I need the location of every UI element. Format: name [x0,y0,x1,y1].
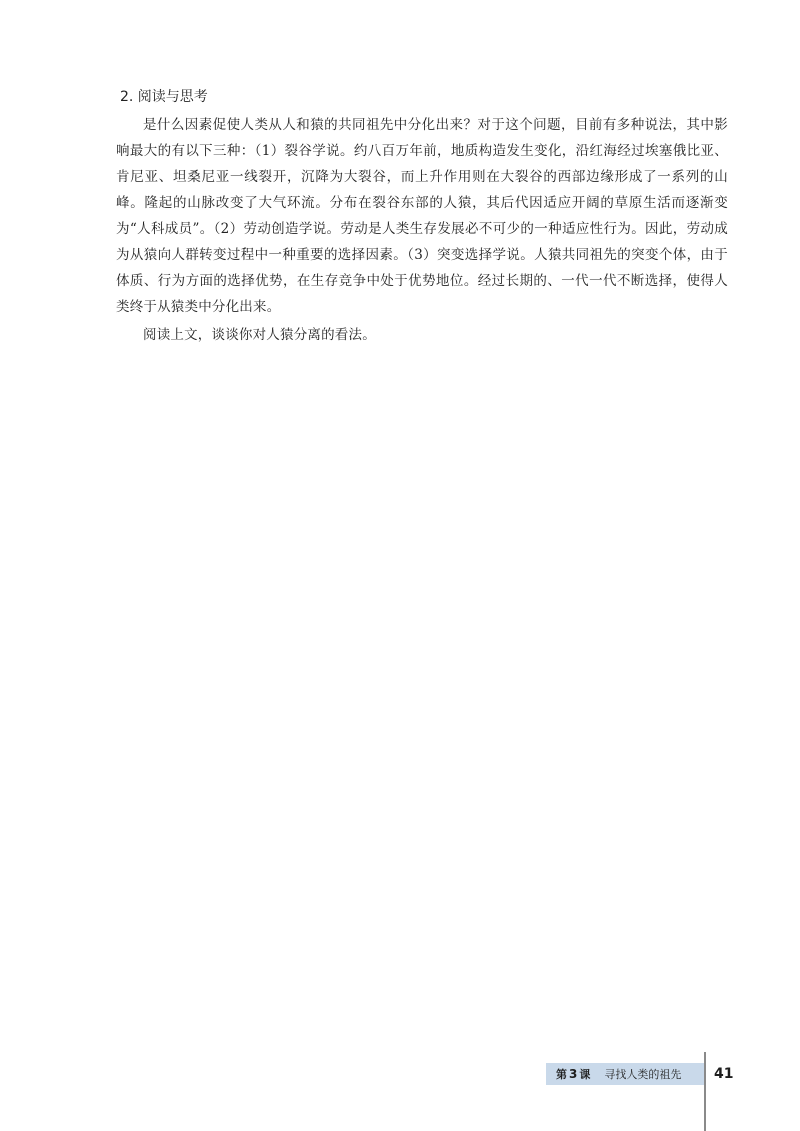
lesson-title: 寻找人类的祖先 [604,1068,682,1081]
page-number: 41 [714,1066,734,1082]
section-heading: 2. 阅读与思考 [120,89,208,105]
body-paragraph: 是什么因素促使人类从人和猿的共同祖先中分化出来？对于这个问题，目前有多种说法，其中影响最大的有以下三种：（1）裂谷学说。约八百万年前，地质构造发生变化，沿红海经过埃塞俄比亚、肯尼亚、坦桑尼亚一线裂开，沉降为大裂谷，而上升作用则在大裂谷的西部边缘形成了一系列的山峰。隆起的山脉改变了大气环流。分布在裂谷东部的人猿，其后代因适应开阔的草原生活而逐渐变为“人科成员”。（2）劳动创造学说。劳动是人类生存发展必不可少的一种适应性行为。因此，劳动成为从猿向人群转变过程中一种重要的选择因素。（3）突变选择学说。人猿共同祖先的突变个体，由于体质、行为方面的选择优势，在生存竞争中处于优势地位。经过长期的、一代一代不断选择，使得人类终于从猿类中分化出来。 [116,117,728,315]
lesson-footer-band [546,1063,704,1085]
lesson-suffix: 课 [579,1068,591,1081]
footer-divider [704,1052,706,1131]
lesson-number: 3 [569,1067,578,1081]
lesson-prefix: 第 [556,1068,567,1081]
page-content [118,84,728,348]
discussion-prompt: 阅读上文，谈谈你对人猿分离的看法。 [143,327,376,343]
